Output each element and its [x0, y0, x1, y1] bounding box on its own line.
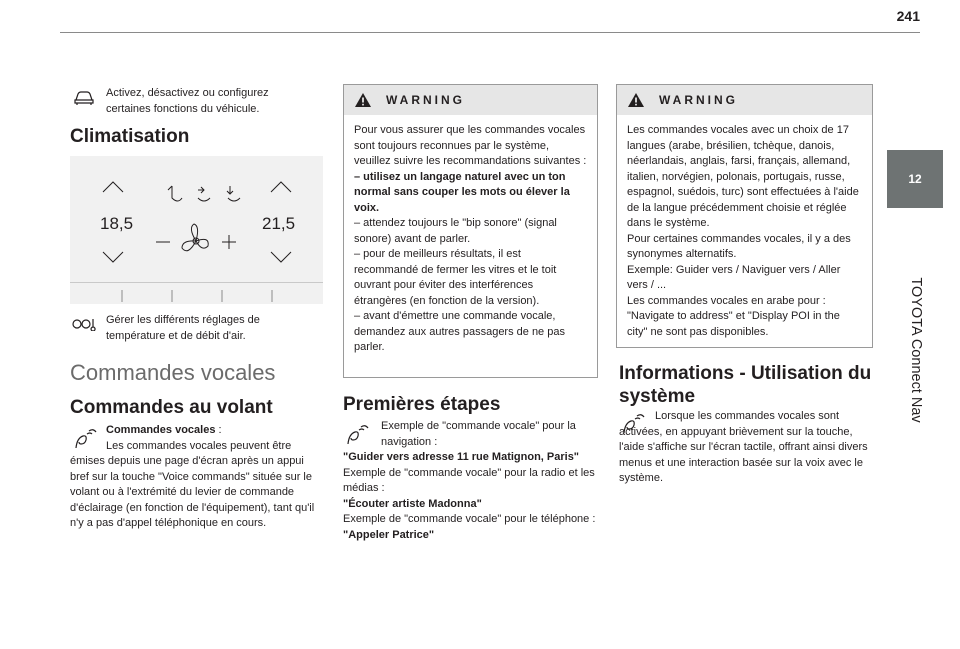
climate-description: Gérer les différents réglages de température et de débit d'air. [106, 314, 260, 342]
warning-header-1 [344, 85, 597, 115]
steps-cmd-radio: "Écouter artiste Madonna" [343, 497, 482, 510]
right-temperature: 21,5 [262, 214, 296, 233]
chapter-title: TOYOTA Connect Nav [908, 277, 924, 423]
warning-item-1: – utilisez un langage naturel avec un ton normal sans couper les mots ou élever la voix. [354, 170, 570, 214]
first-steps-content [343, 419, 601, 543]
warning-body-2 [617, 115, 872, 340]
info-heading: Informations - Utilisation du système [619, 363, 872, 407]
vehicle-functions-text: Activez, désactivez ou configurez certaines fonctions du véhicule. [106, 87, 269, 115]
wheel-commands-paragraph [70, 423, 320, 532]
languages-text: Les commandes vocales avec un choix de 17 langues (arabe, brésilien, tchèque, danois, néerlandais, anglais, farsi, français, allemand, italien, norvégien, polonais, portugais, russe, espagnol, suédois, turc) sont effectuées à l'aide de la langue précédemment choisie et réglée dans le système. [627, 124, 859, 229]
warning-intro: Pour vous assurer que les commandes vocales sont toujours reconnues par le système, veuillez suivre les recommandations suivantes : [354, 124, 587, 167]
left-temperature: 18,5 [100, 214, 134, 233]
warning-triangle-icon [354, 92, 372, 108]
voice-commands-heading: Commandes vocales [70, 360, 276, 385]
synonyms-text: Pour certaines commandes vocales, il y a des synonymes alternatifs. [627, 232, 851, 260]
warning-title-2: WARNING [659, 93, 738, 107]
climate-panel [70, 156, 323, 304]
warning-box-2 [616, 84, 873, 348]
wheel-commands-text: Les commandes vocales peuvent être émises depuis une page d'écran après un appui bref sur la touche "Voice commands" située sur le volant ou à l'extrémité du levier de commande d'éclairage (en fonction de l'équipement), tant qu'il n'y a pas d'appel téléphonique en cours. [70, 439, 315, 529]
warning-item-4: – avant d'émettre une commande vocale, demandez aux autres passagers de ne pas parler. [354, 310, 565, 353]
warning-body-1 [344, 115, 597, 356]
wheel-commands-bold-label: Commandes vocales [106, 424, 216, 436]
climate-heading: Climatisation [70, 126, 190, 147]
steps-text-phone: Exemple de "commande vocale" pour le téléphone : [343, 513, 596, 525]
warning-box-1 [343, 84, 598, 378]
steps-cmd-phone: "Appeler Patrice" [343, 528, 435, 541]
steps-cmd-navigation: "Guider vers adresse 11 rue Matignon, Paris" [343, 451, 580, 463]
info-text: Lorsque les commandes vocales sont activées, en appuyant brièvement sur la touche, l'aide s'affiche sur l'écran tactile, offrant ainsi divers menus et une interaction basée sur la voix avec le système. [619, 410, 868, 484]
warning-item-3: – pour de meilleurs résultats, il est recommandé de fermer les vitres et le toit ouvrant pour éviter des interférences étrangères (en fonction de la version). [354, 248, 557, 307]
steps-text-radio: Exemple de "commande vocale" pour la radio et les médias : [343, 466, 595, 494]
car-icon [73, 90, 95, 106]
arabic-limitation: Les commandes vocales en arabe pour : "Navigate to address" et "Display POI in the city" ne sont pas disponibles. [627, 294, 840, 338]
wheel-commands-colon: : [215, 424, 222, 436]
page-number: 241 [896, 8, 920, 24]
warning-item-2: – attendez toujours le "bip sonore" (signal sonore) avant de parler. [354, 217, 557, 245]
warning-header-2 [617, 85, 872, 115]
header-rule [60, 32, 920, 33]
chapter-tab [887, 150, 943, 208]
chapter-number: 12 [908, 172, 922, 186]
warning-triangle-icon-2 [627, 92, 645, 108]
climate-settings-icon [72, 317, 98, 331]
first-steps-heading: Premières étapes [343, 394, 501, 415]
chapter-label [878, 220, 954, 480]
wheel-commands-heading: Commandes au volant [70, 397, 273, 418]
warning-title-1: WARNING [386, 93, 465, 107]
steps-intro: Exemple de "commande vocale" pour la navigation : [381, 420, 576, 448]
synonyms-example: Exemple: Guider vers / Naviguer vers / Aller vers / ... [627, 263, 841, 291]
